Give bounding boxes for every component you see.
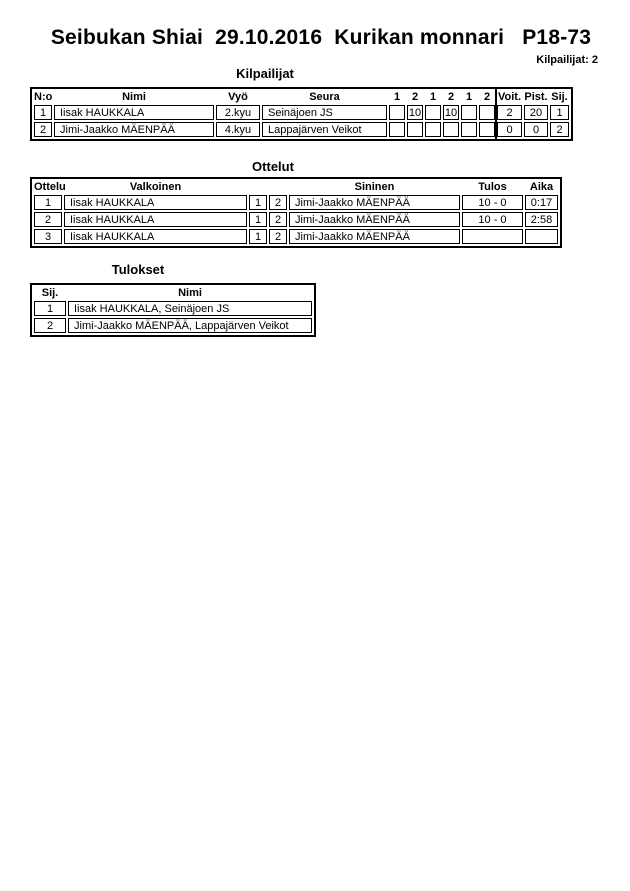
cell-nimi: Iisak HAUKKALA <box>54 105 214 120</box>
col-header-score-1: 1 <box>393 91 401 103</box>
cell-vyo: 4.kyu <box>216 122 260 137</box>
cell-sininen: Jimi-Jaakko MÄENPÄÄ <box>289 195 460 210</box>
cell-pist: 0 <box>524 122 548 137</box>
tulokset-table-wrap <box>30 283 316 337</box>
tulokset-table <box>30 283 316 337</box>
table-row <box>34 318 312 333</box>
col-header-voit: Voit. <box>497 91 521 103</box>
competitors-count-label: Kilpailijat: 2 <box>536 54 598 66</box>
kilpailijat-table-wrap <box>30 87 573 141</box>
col-header-white-no <box>249 181 267 193</box>
col-header-vyo: Vyö <box>228 91 248 103</box>
cell-score <box>425 122 441 137</box>
section-heading-kilpailijat: Kilpailijat <box>236 66 294 81</box>
cell-aika <box>525 229 558 244</box>
cell-score <box>443 122 459 137</box>
cell-sij: 2 <box>550 122 569 137</box>
cell-seura: Lappajärven Veikot <box>262 122 387 137</box>
col-header-score-4: 2 <box>447 91 455 103</box>
totals-divider-line <box>495 87 497 141</box>
cell-sij: 1 <box>550 105 569 120</box>
cell-white-no: 1 <box>249 212 267 227</box>
col-header-nimi: Nimi <box>178 287 202 299</box>
col-header-pist: Pist. <box>524 91 548 103</box>
kilpailijat-table <box>30 87 573 141</box>
cell-aika: 0:17 <box>525 195 558 210</box>
cell-score: 10 <box>444 106 458 119</box>
cell-sij: 1 <box>34 301 66 316</box>
cell-blue-no: 2 <box>269 229 287 244</box>
col-header-blue-no <box>269 181 287 193</box>
table-row <box>34 301 312 316</box>
col-header-seura: Seura <box>309 91 340 103</box>
cell-score <box>407 122 423 137</box>
cell-tulos <box>462 229 523 244</box>
cell-blue-no: 2 <box>269 212 287 227</box>
cell-vyo: 2.kyu <box>216 105 260 120</box>
cell-sininen: Jimi-Jaakko MÄENPÄÄ <box>289 212 460 227</box>
cell-seura: Seinäjoen JS <box>262 105 387 120</box>
cell-match-no: 2 <box>34 212 62 227</box>
cell-valkoinen: Iisak HAUKKALA <box>64 212 247 227</box>
cell-score: 10 <box>408 106 422 119</box>
col-header-sininen: Sininen <box>354 181 395 193</box>
ottelut-table <box>30 177 562 248</box>
cell-match-no: 3 <box>34 229 62 244</box>
col-header-valkoinen: Valkoinen <box>129 181 182 193</box>
cell-tulos: 10 - 0 <box>462 212 523 227</box>
ottelut-table-wrap <box>30 177 562 248</box>
col-header-no: N:o <box>34 91 53 103</box>
cell-valkoinen: Iisak HAUKKALA <box>64 195 247 210</box>
cell-voit: 2 <box>497 105 522 120</box>
cell-valkoinen: Iisak HAUKKALA <box>64 229 247 244</box>
col-header-score-6: 2 <box>483 91 491 103</box>
col-header-tulos: Tulos <box>478 181 507 193</box>
page-title: Seibukan Shiai 29.10.2016 Kurikan monnari P18-73 <box>50 26 592 49</box>
col-header-nimi: Nimi <box>122 91 146 103</box>
cell-nimi: Jimi-Jaakko MÄENPÄÄ, Lappajärven Veikot <box>68 318 312 333</box>
cell-score <box>479 122 495 137</box>
table-row <box>34 212 558 227</box>
cell-match-no: 1 <box>34 195 62 210</box>
table-row <box>34 229 558 244</box>
cell-sij: 2 <box>34 318 66 333</box>
tulokset-header-row <box>34 287 312 299</box>
col-header-score-3: 1 <box>429 91 437 103</box>
table-row <box>34 122 569 137</box>
cell-white-no: 1 <box>249 195 267 210</box>
col-header-score-5: 1 <box>465 91 473 103</box>
cell-score <box>461 122 477 137</box>
kilpailijat-header-row <box>34 91 569 103</box>
cell-aika: 2:58 <box>525 212 558 227</box>
cell-score <box>389 105 405 120</box>
cell-blue-no: 2 <box>269 195 287 210</box>
col-header-sij: Sij. <box>551 91 568 103</box>
cell-score <box>389 122 405 137</box>
cell-score <box>425 105 441 120</box>
col-header-score-2: 2 <box>411 91 419 103</box>
ottelut-header-row <box>34 181 558 193</box>
col-header-sij: Sij. <box>41 287 59 299</box>
section-heading-ottelut: Ottelut <box>252 159 294 174</box>
cell-nimi: Jimi-Jaakko MÄENPÄÄ <box>54 122 214 137</box>
cell-no: 2 <box>34 122 52 137</box>
cell-tulos: 10 - 0 <box>462 195 523 210</box>
cell-white-no: 1 <box>249 229 267 244</box>
col-header-ottelu: Ottelu <box>34 181 66 193</box>
table-row <box>34 105 569 120</box>
table-row <box>34 195 558 210</box>
cell-sininen: Jimi-Jaakko MÄENPÄÄ <box>289 229 460 244</box>
cell-score <box>479 105 495 120</box>
section-heading-tulokset: Tulokset <box>111 262 165 277</box>
cell-nimi: Iisak HAUKKALA, Seinäjoen JS <box>68 301 312 316</box>
cell-pist: 20 <box>524 105 548 120</box>
col-header-aika: Aika <box>529 181 554 193</box>
cell-no: 1 <box>34 105 52 120</box>
cell-voit: 0 <box>497 122 522 137</box>
cell-score <box>461 105 477 120</box>
